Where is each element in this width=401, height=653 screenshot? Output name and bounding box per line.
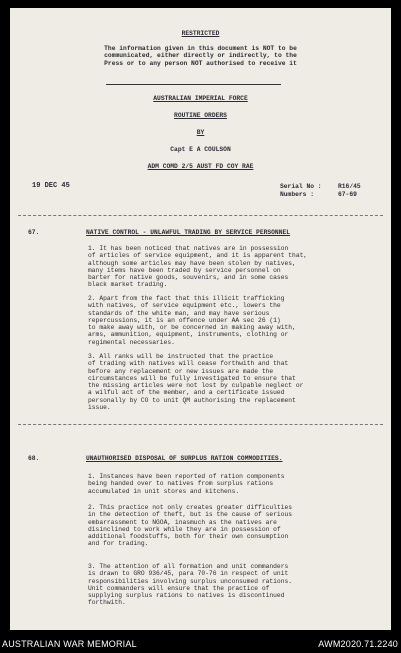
paragraph-line: of trading with natives will cease forthwith and that <box>88 360 289 368</box>
paragraph-line: is drawn to GRO 936/45, para 70-76 in respect of unit <box>88 570 289 578</box>
paragraph-line: to make away with, or be concerned in making away with, <box>88 324 296 332</box>
paragraph-line: forthwith. <box>88 599 126 607</box>
paragraph-line: of articles of service equipment, and it is apparent that, <box>88 252 308 260</box>
paragraph-line: 3. The attention of all formation and unit commanders <box>88 563 289 570</box>
paragraph-line: 2. This practice not only creates greater difficulties <box>88 504 293 511</box>
security-warning <box>30 45 371 67</box>
paragraph-line: with natives, of service equipment etc., lowers the <box>88 302 281 310</box>
serial-label: Serial No : <box>280 183 322 190</box>
section-divider <box>18 424 383 425</box>
paragraph-line: standards of the white man, and may have serious <box>88 309 270 317</box>
paragraph-line: a wilful act of the member, and a certificate issued <box>88 389 285 397</box>
warning-line: communicated, either directly or indirectly, to the <box>104 52 297 60</box>
paragraph-line: supplying surplus rations to natives is discontinued <box>88 592 285 600</box>
order-paragraph <box>88 245 378 289</box>
warning-line: The information given in this document is NOT to be <box>104 45 297 52</box>
numbers-value: 67-69 <box>338 191 357 198</box>
paragraph-line: embarrassment to NGOA, inasmuch as the natives are <box>88 518 277 526</box>
classification-marking: RESTRICTED <box>181 30 220 37</box>
document-page <box>10 8 391 630</box>
paragraph-line: being handed over to natives from surplus rations <box>88 480 274 488</box>
warning-line: Press or to any person NOT authorised to receive it <box>104 59 297 67</box>
order-date: 19 DEC 45 <box>32 182 70 190</box>
section-divider <box>18 215 383 216</box>
numbers-label: Numbers : <box>280 191 315 198</box>
paragraph-line: 1. Instances have been reported of ration components <box>88 473 285 480</box>
paragraph-line: circumstances will be fully investigated to ensure that <box>88 374 296 382</box>
order-paragraph <box>88 504 378 548</box>
unit-name: ADM COMD 2/5 AUST FD COY RAE <box>147 163 254 170</box>
paragraph-line: issue. <box>88 404 111 412</box>
document-title: ROUTINE ORDERS <box>174 112 227 119</box>
by-label: BY <box>196 129 205 136</box>
paragraph-line: repercussions, it is an offence under AA sec 26 (1) <box>88 316 281 324</box>
paragraph-line: before any replacement or new issues are made the <box>88 367 274 375</box>
order-paragraph <box>88 353 378 411</box>
serial-value: R16/45 <box>338 183 361 190</box>
divider-line <box>106 84 281 85</box>
order-heading: UNAUTHORISED DISPOSAL OF SURPLUS RATION COMMODITIES. <box>86 455 283 462</box>
archive-reference: AWM2020.71.2240 <box>318 639 398 649</box>
force-name: AUSTRALIAN IMPERIAL FORCE <box>153 95 248 102</box>
paragraph-line: disinclined to work while they are in possession of <box>88 525 281 533</box>
paragraph-line: additional foodstuffs, both for their own consumption <box>88 533 289 541</box>
paragraph-line: barter for native goods, souvenirs, and in some cases <box>88 274 289 282</box>
order-paragraph <box>88 563 378 607</box>
order-paragraph <box>88 473 378 495</box>
paragraph-line: personally by CO to unit QM authorising the replacement <box>88 396 296 404</box>
paragraph-line: 3. All ranks will be instructed that the practice <box>88 353 274 360</box>
order-paragraph <box>88 295 378 346</box>
paragraph-line: in the detection of theft, but is the cause of serious <box>88 511 293 519</box>
paragraph-line: accumulated in unit stores and kitchens. <box>88 487 240 495</box>
paragraph-line: arms, ammunition, equipment, instruments, clothing or <box>88 331 289 339</box>
archive-credit: AUSTRALIAN WAR MEMORIAL <box>2 639 137 649</box>
issuing-officer: Capt E A COULSON <box>170 146 231 153</box>
paragraph-line: and for trading. <box>88 540 149 548</box>
paragraph-line: many items have been traded by service personnel on <box>88 266 281 274</box>
paragraph-line: the missing articles were not lost by culpable neglect or <box>88 382 304 390</box>
order-number: 68. <box>28 455 40 462</box>
paragraph-line: Unit commanders will ensure that the practice of <box>88 584 270 592</box>
paragraph-line: responsibilities involving surplus unconsumed rations. <box>88 577 293 585</box>
paragraph-line: 1. It has been noticed that natives are in possession <box>88 245 289 252</box>
order-heading: NATIVE CONTROL - UNLAWFUL TRADING BY SERVICE PERSONNEL <box>86 229 291 236</box>
paragraph-line: although some articles may have been stolen by natives, <box>88 259 296 267</box>
paragraph-line: 2. Apart from the fact that this illicit trafficking <box>88 295 285 302</box>
paragraph-line: regimental necessaries. <box>88 338 175 346</box>
paragraph-line: black market trading. <box>88 281 168 289</box>
order-number: 67. <box>28 229 40 236</box>
